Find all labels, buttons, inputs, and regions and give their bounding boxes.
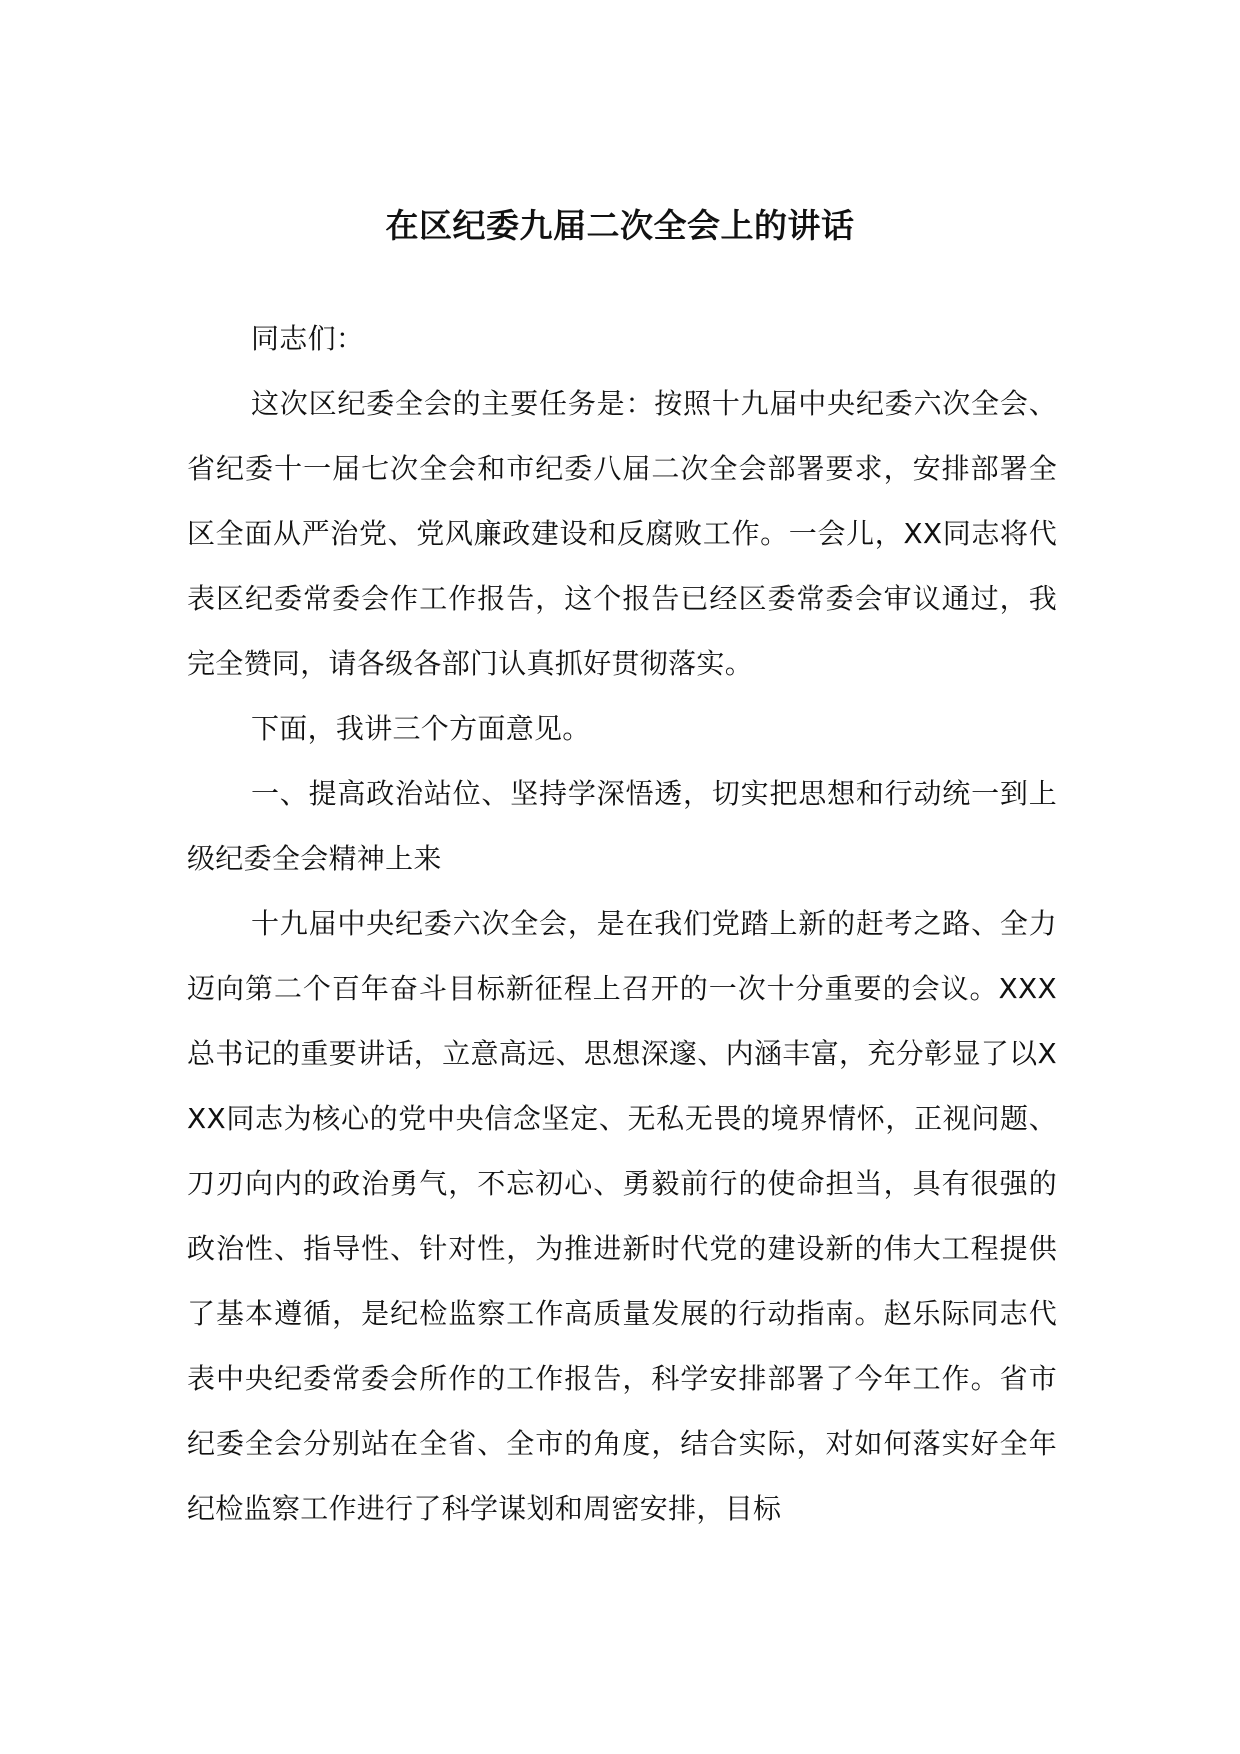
salutation-paragraph: 同志们： xyxy=(251,322,365,355)
document-body xyxy=(187,306,1057,1541)
section-heading-1: 一、提高政治站位、坚持学深悟透，切实把思想和行动统一到上级纪委全会精神上来 xyxy=(187,777,1057,875)
outline-paragraph: 下面，我讲三个方面意见。 xyxy=(251,712,591,745)
document-title: 在区纪委九届二次全会上的讲话 xyxy=(385,206,855,245)
intro-paragraph: 这次区纪委全会的主要任务是：按照十九届中央纪委六次全会、省纪委十一届七次全会和市纪委八届二次全会部署要求，安排部署全区全面从严治党、党风廉政建设和反腐败工作。一会儿，XX同志将代表区纪委常委会作工作报告，这个报告已经区委常委会审议通过，我完全赞同，请各级各部门认真抓好贯彻落实。 xyxy=(187,387,1057,680)
section-1-paragraph: 十九届中央纪委六次全会，是在我们党踏上新的赶考之路、全力迈向第二个百年奋斗目标新征程上召开的一次十分重要的会议。XXX总书记的重要讲话，立意高远、思想深邃、内涵丰富，充分彰显了以XXX同志为核心的党中央信念坚定、无私无畏的境界情怀，正视问题、刀刃向内的政治勇气，不忘初心、勇毅前行的使命担当，具有很强的政治性、指导性、针对性，为推进新时代党的建设新的伟大工程提供了基本遵循，是纪检监察工作高质量发展的行动指南。赵乐际同志代表中央纪委常委会所作的工作报告，科学安排部署了今年工作。省市纪委全会分别站在全省、全市的角度，结合实际，对如何落实好全年纪检监察工作进行了科学谋划和周密安排，目标 xyxy=(187,907,1057,1525)
